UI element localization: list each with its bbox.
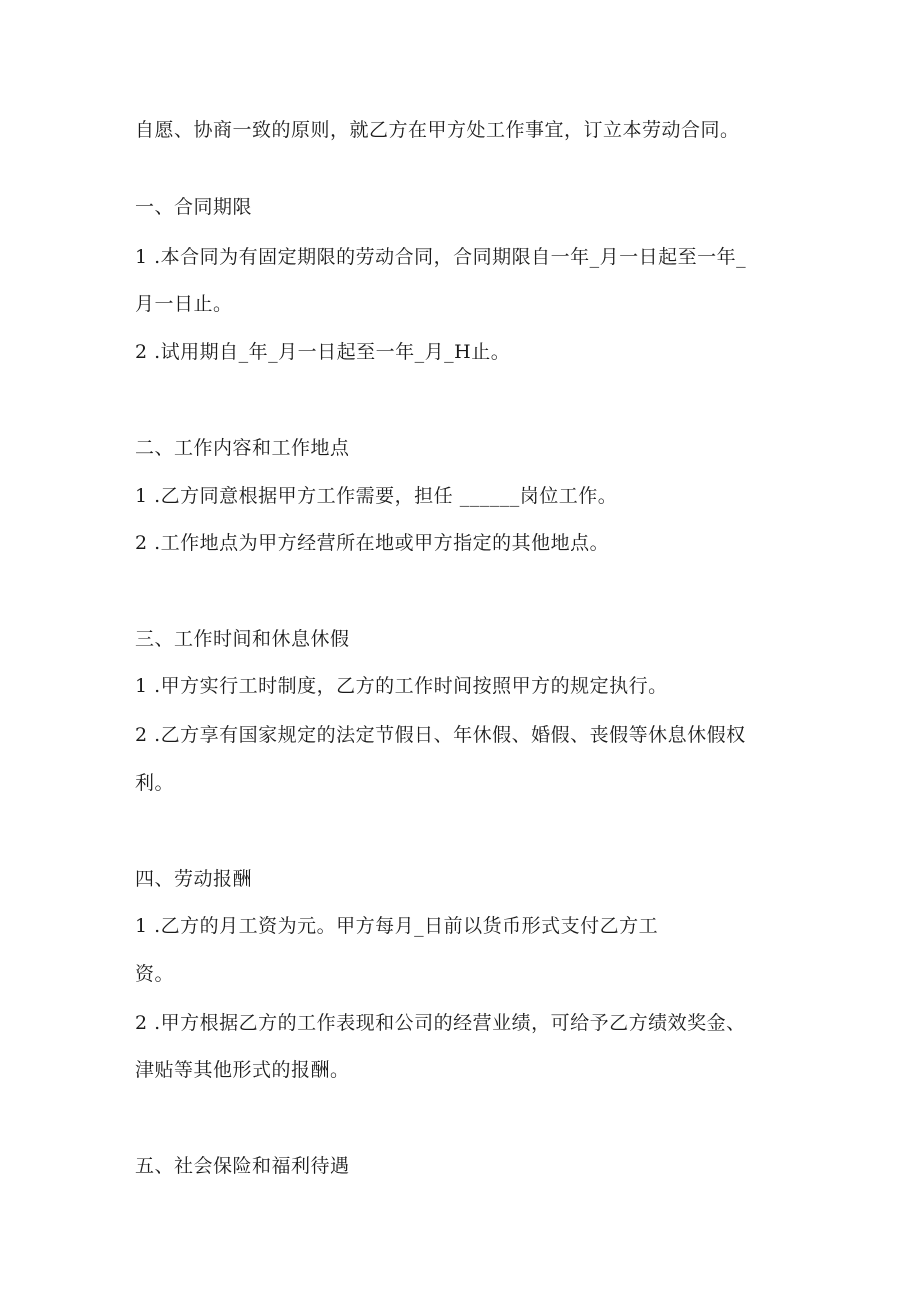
section-heading-social-insurance: 五、社会保险和福利待遇 bbox=[135, 1155, 350, 1177]
clause-line: 2 .工作地点为甲方经营所在地或甲方指定的其他地点。 bbox=[135, 532, 610, 554]
clause-line: 1 .甲方实行工时制度，乙方的工作时间按照甲方的规定执行。 bbox=[135, 675, 668, 697]
clause-line: 津贴等其他形式的报酬。 bbox=[135, 1059, 350, 1081]
clause-line: 2 .甲方根据乙方的工作表现和公司的经营业绩，可给予乙方绩效奖金、 bbox=[135, 1012, 746, 1034]
intro-paragraph-tail: 自愿、协商一致的原则，就乙方在甲方处工作事宜，订立本劳动合同。 bbox=[135, 119, 740, 141]
section-heading-work-content: 二、工作内容和工作地点 bbox=[135, 437, 350, 459]
clause-line: 2 .试用期自_年_月一日起至一年_月_H止。 bbox=[135, 341, 511, 363]
clause-line: 1 .本合同为有固定期限的劳动合同，合同期限自一年_月一日起至一年_ bbox=[135, 246, 747, 268]
section-heading-remuneration: 四、劳动报酬 bbox=[135, 868, 253, 890]
clause-line: 月一日止。 bbox=[135, 293, 233, 315]
clause-line: 2 .乙方享有国家规定的法定节假日、年休假、婚假、丧假等休息休假权 bbox=[135, 724, 746, 746]
clause-line: 利。 bbox=[135, 772, 175, 794]
clause-line: 1 .乙方同意根据甲方工作需要，担任 ______岗位工作。 bbox=[135, 485, 618, 507]
clause-line: 资。 bbox=[135, 963, 175, 985]
section-heading-work-hours: 三、工作时间和休息休假 bbox=[135, 628, 350, 650]
section-heading-contract-term: 一、合同期限 bbox=[135, 196, 253, 218]
clause-line: 1 .乙方的月工资为元。甲方每月_日前以货币形式支付乙方工 bbox=[135, 915, 659, 937]
